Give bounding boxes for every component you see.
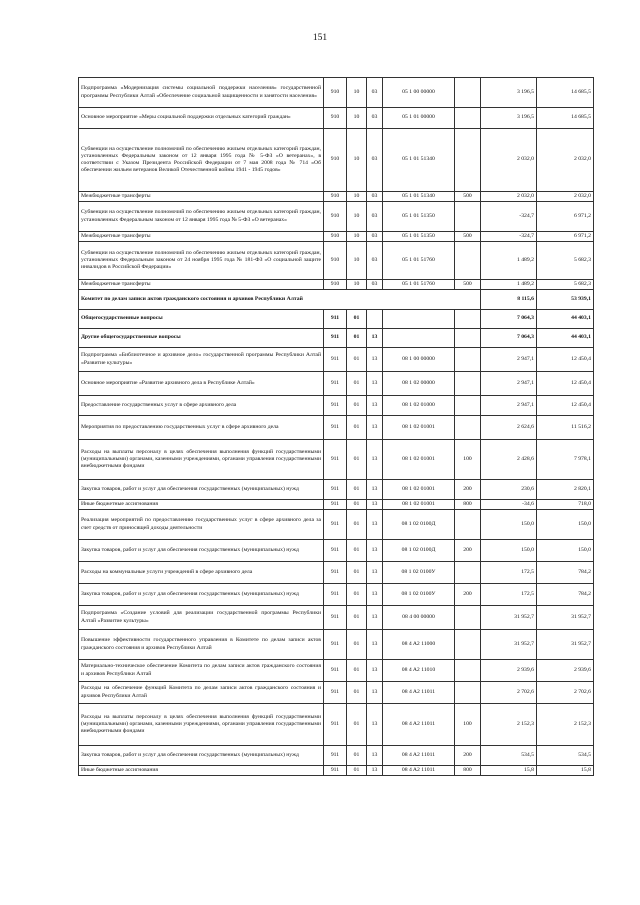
cell-name: Межбюджетные трансферты [79, 232, 324, 242]
cell-f: 8 115,6 [481, 290, 537, 310]
cell-c: 13 [367, 606, 383, 630]
cell-a: 910 [324, 242, 347, 280]
cell-e [455, 348, 481, 372]
cell-d: 05 1 01 51350 [383, 232, 455, 242]
cell-c [367, 310, 383, 329]
cell-f: 7 064,3 [481, 329, 537, 348]
cell-b: 10 [347, 280, 367, 290]
cell-a: 911 [324, 372, 347, 396]
table-row [79, 372, 594, 396]
cell-f: 1 489,2 [481, 280, 537, 290]
cell-e: 100 [455, 440, 481, 480]
cell-e [455, 78, 481, 108]
cell-c: 03 [367, 78, 383, 108]
cell-e [455, 562, 481, 584]
cell-e [455, 108, 481, 129]
cell-e [455, 242, 481, 280]
cell-name: Закупка товаров, работ и услуг для обеспечения государственных (муниципальных) нужд [79, 584, 324, 606]
cell-d: 08 1 00 00000 [383, 348, 455, 372]
cell-b: 01 [347, 310, 367, 329]
cell-e [455, 129, 481, 192]
cell-d: 08 1 02 01000 [383, 396, 455, 416]
cell-b: 01 [347, 396, 367, 416]
cell-name: Повышение эффективности государственного управления в Комитете по делам записи актов гражданского состояния и архивов Республики Алтай [79, 630, 324, 660]
cell-a: 910 [324, 108, 347, 129]
cell-g: 12 450,4 [537, 396, 594, 416]
cell-name: Расходы на обеспечение функций Комитета по делам записи актов гражданского состояния и архивов Республики Алтай [79, 682, 324, 704]
cell-b: 01 [347, 440, 367, 480]
table-row [79, 630, 594, 660]
cell-c: 13 [367, 372, 383, 396]
cell-d: 05 1 01 51340 [383, 192, 455, 202]
cell-g: 2 032,0 [537, 192, 594, 202]
cell-a: 910 [324, 192, 347, 202]
budget-table-body [79, 78, 594, 776]
cell-c: 13 [367, 704, 383, 746]
cell-c: 13 [367, 440, 383, 480]
table-row [79, 348, 594, 372]
cell-d: 08 4 A2 11011 [383, 682, 455, 704]
cell-g: 5 682,3 [537, 242, 594, 280]
table-row [79, 416, 594, 440]
cell-name: Общегосударственные вопросы [79, 310, 324, 329]
cell-a: 911 [324, 704, 347, 746]
table-row [79, 242, 594, 280]
cell-g: 7 978,1 [537, 440, 594, 480]
cell-b: 01 [347, 704, 367, 746]
cell-name: Комитет по делам записи актов гражданского состояния и архивов Республики Алтай [79, 290, 481, 310]
cell-a: 911 [324, 440, 347, 480]
table-row [79, 766, 594, 776]
cell-a: 911 [324, 416, 347, 440]
cell-d: 05 1 01 51340 [383, 129, 455, 192]
cell-a: 910 [324, 280, 347, 290]
cell-a: 911 [324, 660, 347, 682]
cell-e [455, 310, 481, 329]
cell-name: Подпрограмма «Библиотечное и архивное дело» государственной программы Республики Алтай «Развитие культуры» [79, 348, 324, 372]
cell-c: 03 [367, 232, 383, 242]
cell-f: 2 032,0 [481, 129, 537, 192]
cell-b: 01 [347, 329, 367, 348]
cell-c: 03 [367, 108, 383, 129]
cell-g: 718,0 [537, 500, 594, 510]
cell-name: Предоставление государственных услуг в сфере архивного дела [79, 396, 324, 416]
cell-f: 172,5 [481, 584, 537, 606]
cell-a: 911 [324, 510, 347, 540]
cell-name: Другие общегосударственные вопросы [79, 329, 324, 348]
cell-a: 911 [324, 606, 347, 630]
cell-e [455, 510, 481, 540]
page-number: 151 [312, 33, 328, 43]
cell-b: 01 [347, 540, 367, 562]
cell-b: 10 [347, 232, 367, 242]
cell-name: Расходы на выплаты персоналу в целях обеспечения выполнения функций государственными (муниципальными) органами, казенными учреждениями, органами управления государственными внебюджетными фондами [79, 440, 324, 480]
cell-name: Субвенции на осуществление полномочий по обеспечению жильем отдельных категорий граждан, установленных Федеральным законом от 12 января 1995 года № 5-ФЗ «О ветеранах», в соответствии с Указом Президента Российской Федерации от 7 мая 2008 года № 714 «Об обеспечении жильем ветеранов Великой Отечественной войны 1941 - 1945 годов» [79, 129, 324, 192]
cell-g: 2 152,3 [537, 704, 594, 746]
cell-name: Межбюджетные трансферты [79, 192, 324, 202]
cell-f: 2 032,0 [481, 192, 537, 202]
cell-g: 15,8 [537, 766, 594, 776]
cell-b: 10 [347, 192, 367, 202]
cell-f: 31 952,7 [481, 606, 537, 630]
cell-name: Субвенции на осуществление полномочий по обеспечению жильем отдельных категорий граждан, установленных Федеральным законом от 24 ноября 1995 года № 181-ФЗ «О социальной защите инвалидов в Российской Федерации» [79, 242, 324, 280]
cell-name: Закупка товаров, работ и услуг для обеспечения государственных (муниципальных) нужд [79, 480, 324, 500]
table-row [79, 290, 594, 310]
cell-g: 44 403,1 [537, 329, 594, 348]
cell-e [455, 606, 481, 630]
cell-f: 2 152,3 [481, 704, 537, 746]
cell-b: 01 [347, 510, 367, 540]
cell-g: 2 939,6 [537, 660, 594, 682]
cell-b: 01 [347, 500, 367, 510]
cell-a: 911 [324, 766, 347, 776]
cell-d: 05 1 00 00000 [383, 78, 455, 108]
cell-d: 08 4 A2 11011 [383, 704, 455, 746]
cell-e: 100 [455, 704, 481, 746]
cell-b: 10 [347, 242, 367, 280]
cell-f: 1 489,2 [481, 242, 537, 280]
cell-g: 6 971,2 [537, 202, 594, 232]
cell-g: 150,0 [537, 510, 594, 540]
cell-name: Иные бюджетные ассигнования [79, 500, 324, 510]
cell-g: 784,2 [537, 562, 594, 584]
cell-f: 2 939,6 [481, 660, 537, 682]
cell-d: 05 1 01 51760 [383, 280, 455, 290]
cell-b: 10 [347, 202, 367, 232]
cell-f: 2 702,6 [481, 682, 537, 704]
cell-a: 911 [324, 480, 347, 500]
cell-a: 911 [324, 540, 347, 562]
cell-c: 03 [367, 192, 383, 202]
cell-e: 200 [455, 480, 481, 500]
cell-e: 500 [455, 192, 481, 202]
table-row [79, 192, 594, 202]
cell-g: 14 685,5 [537, 78, 594, 108]
cell-d: 08 4 00 00000 [383, 606, 455, 630]
cell-f: 3 196,5 [481, 78, 537, 108]
cell-g: 150,0 [537, 540, 594, 562]
cell-d: 05 1 01 00000 [383, 108, 455, 129]
cell-c: 13 [367, 500, 383, 510]
cell-a: 911 [324, 630, 347, 660]
cell-f: 172,5 [481, 562, 537, 584]
cell-g: 534,5 [537, 746, 594, 766]
cell-c: 03 [367, 280, 383, 290]
cell-c: 13 [367, 540, 383, 562]
cell-c: 13 [367, 584, 383, 606]
cell-e [455, 682, 481, 704]
cell-d: 08 1 02 0100У [383, 584, 455, 606]
table-row [79, 540, 594, 562]
cell-name: Основное мероприятие «Меры социальной поддержки отдельных категорий граждан» [79, 108, 324, 129]
cell-c: 13 [367, 682, 383, 704]
cell-g: 2 032,0 [537, 129, 594, 192]
cell-c: 13 [367, 329, 383, 348]
table-row [79, 746, 594, 766]
cell-c: 13 [367, 510, 383, 540]
table-row [79, 108, 594, 129]
table-row [79, 280, 594, 290]
table-row [79, 606, 594, 630]
table-row [79, 310, 594, 329]
cell-f: 3 196,5 [481, 108, 537, 129]
cell-c: 13 [367, 660, 383, 682]
table-row [79, 584, 594, 606]
cell-d: 05 1 01 51760 [383, 242, 455, 280]
cell-c: 03 [367, 129, 383, 192]
cell-b: 01 [347, 606, 367, 630]
cell-f: -324,7 [481, 232, 537, 242]
cell-a: 911 [324, 682, 347, 704]
cell-g: 12 450,4 [537, 348, 594, 372]
table-row [79, 440, 594, 480]
cell-g: 11 516,2 [537, 416, 594, 440]
table-row [79, 129, 594, 192]
cell-e: 800 [455, 766, 481, 776]
cell-c: 13 [367, 630, 383, 660]
cell-d: 08 4 A2 11011 [383, 766, 455, 776]
cell-b: 01 [347, 372, 367, 396]
cell-name: Подпрограмма «Модернизация системы социальной поддержки населения» государственной программы Республики Алтай «Обеспечение социальной защищенности и занятости населения» [79, 78, 324, 108]
cell-a: 910 [324, 78, 347, 108]
cell-b: 01 [347, 660, 367, 682]
cell-f: 150,0 [481, 540, 537, 562]
cell-f: 2 947,1 [481, 396, 537, 416]
cell-d: 08 1 02 0100У [383, 562, 455, 584]
cell-f: 230,6 [481, 480, 537, 500]
cell-e: 500 [455, 280, 481, 290]
cell-name: Материально-техническое обеспечение Комитета по делам записи актов гражданского состояния и архивов Республики Алтай [79, 660, 324, 682]
table-row [79, 562, 594, 584]
cell-name: Межбюджетные трансферты [79, 280, 324, 290]
cell-e [455, 329, 481, 348]
cell-b: 01 [347, 746, 367, 766]
cell-name: Расходы на выплаты персоналу в целях обеспечения выполнения функций государственными (муниципальными) органами, казенными учреждениями, органами управления государственными внебюджетными фондами [79, 704, 324, 746]
table-row [79, 660, 594, 682]
cell-c: 03 [367, 242, 383, 280]
table-row [79, 480, 594, 500]
cell-f: 2 947,1 [481, 348, 537, 372]
cell-d: 08 4 A2 11000 [383, 630, 455, 660]
cell-c: 13 [367, 396, 383, 416]
cell-g: 784,2 [537, 584, 594, 606]
table-row [79, 232, 594, 242]
cell-f: 534,5 [481, 746, 537, 766]
cell-c: 13 [367, 746, 383, 766]
table-row [79, 329, 594, 348]
cell-d: 08 1 02 00000 [383, 372, 455, 396]
cell-a: 910 [324, 129, 347, 192]
cell-a: 911 [324, 310, 347, 329]
cell-e [455, 416, 481, 440]
cell-f: 2 947,1 [481, 372, 537, 396]
cell-g: 31 952,7 [537, 606, 594, 630]
cell-a: 911 [324, 500, 347, 510]
cell-c: 13 [367, 348, 383, 372]
cell-g: 6 971,2 [537, 232, 594, 242]
cell-f: 15,8 [481, 766, 537, 776]
cell-name: Расходы на коммунальные услуги учреждений в сфере архивного дела [79, 562, 324, 584]
cell-name: Реализация мероприятий по предоставлению государственных услуг в сфере архивного дела за счет средств от приносящей доходы деятельности [79, 510, 324, 540]
cell-a: 911 [324, 348, 347, 372]
cell-name: Субвенции на осуществление полномочий по обеспечению жильем отдельных категорий граждан, установленных Федеральным законом от 12 января 1995 года № 5-ФЗ «О ветеранах» [79, 202, 324, 232]
cell-a: 911 [324, 746, 347, 766]
cell-d: 08 4 A2 11010 [383, 660, 455, 682]
cell-a: 911 [324, 396, 347, 416]
budget-table [78, 77, 594, 776]
cell-name: Закупка товаров, работ и услуг для обеспечения государственных (муниципальных) нужд [79, 540, 324, 562]
cell-f: 7 064,3 [481, 310, 537, 329]
cell-g: 14 685,5 [537, 108, 594, 129]
table-row [79, 500, 594, 510]
cell-name: Мероприятия по предоставлению государственных услуг в сфере архивного дела [79, 416, 324, 440]
cell-f: -324,7 [481, 202, 537, 232]
cell-d [383, 329, 455, 348]
cell-f: 2 624,6 [481, 416, 537, 440]
cell-name: Основное мероприятие «Развитие архивного дела в Республике Алтай» [79, 372, 324, 396]
cell-b: 10 [347, 108, 367, 129]
table-row [79, 682, 594, 704]
cell-a: 910 [324, 232, 347, 242]
cell-e: 200 [455, 746, 481, 766]
cell-c: 13 [367, 562, 383, 584]
cell-b: 01 [347, 766, 367, 776]
cell-d: 08 1 02 0100Д [383, 540, 455, 562]
cell-f: 2 428,6 [481, 440, 537, 480]
cell-c: 13 [367, 766, 383, 776]
cell-b: 10 [347, 129, 367, 192]
cell-b: 01 [347, 416, 367, 440]
cell-f: -34,6 [481, 500, 537, 510]
cell-e [455, 372, 481, 396]
cell-b: 01 [347, 348, 367, 372]
cell-e: 200 [455, 540, 481, 562]
cell-d: 08 1 02 01001 [383, 500, 455, 510]
cell-d: 08 1 02 01001 [383, 480, 455, 500]
cell-g: 5 682,3 [537, 280, 594, 290]
cell-c: 03 [367, 202, 383, 232]
table-row [79, 78, 594, 108]
cell-b: 01 [347, 584, 367, 606]
cell-b: 01 [347, 630, 367, 660]
cell-a: 911 [324, 329, 347, 348]
cell-f: 150,0 [481, 510, 537, 540]
cell-a: 910 [324, 202, 347, 232]
cell-g: 44 403,1 [537, 310, 594, 329]
cell-b: 01 [347, 682, 367, 704]
cell-name: Иные бюджетные ассигнования [79, 766, 324, 776]
cell-e [455, 202, 481, 232]
cell-g: 53 939,1 [537, 290, 594, 310]
cell-c: 13 [367, 416, 383, 440]
table-row [79, 704, 594, 746]
cell-f: 31 952,7 [481, 630, 537, 660]
table-row [79, 510, 594, 540]
cell-name: Закупка товаров, работ и услуг для обеспечения государственных (муниципальных) нужд [79, 746, 324, 766]
cell-g: 2 820,1 [537, 480, 594, 500]
cell-b: 01 [347, 480, 367, 500]
cell-e: 500 [455, 232, 481, 242]
cell-d: 08 1 02 01001 [383, 440, 455, 480]
cell-b: 10 [347, 78, 367, 108]
cell-c: 13 [367, 480, 383, 500]
cell-e [455, 630, 481, 660]
cell-d [383, 310, 455, 329]
cell-a: 911 [324, 562, 347, 584]
table-row [79, 202, 594, 232]
cell-d: 08 1 02 01001 [383, 416, 455, 440]
cell-e: 200 [455, 584, 481, 606]
cell-d: 08 4 A2 11011 [383, 746, 455, 766]
cell-e [455, 396, 481, 416]
table-row [79, 396, 594, 416]
cell-e [455, 660, 481, 682]
cell-g: 31 952,7 [537, 630, 594, 660]
cell-b: 01 [347, 562, 367, 584]
cell-a: 911 [324, 584, 347, 606]
cell-g: 2 702,6 [537, 682, 594, 704]
cell-d: 08 1 02 0100Д [383, 510, 455, 540]
cell-d: 05 1 01 51350 [383, 202, 455, 232]
cell-g: 12 450,4 [537, 372, 594, 396]
cell-e: 800 [455, 500, 481, 510]
cell-name: Подпрограмма «Создание условий для реализации государственной программы Республики Алтай «Развитие культуры» [79, 606, 324, 630]
